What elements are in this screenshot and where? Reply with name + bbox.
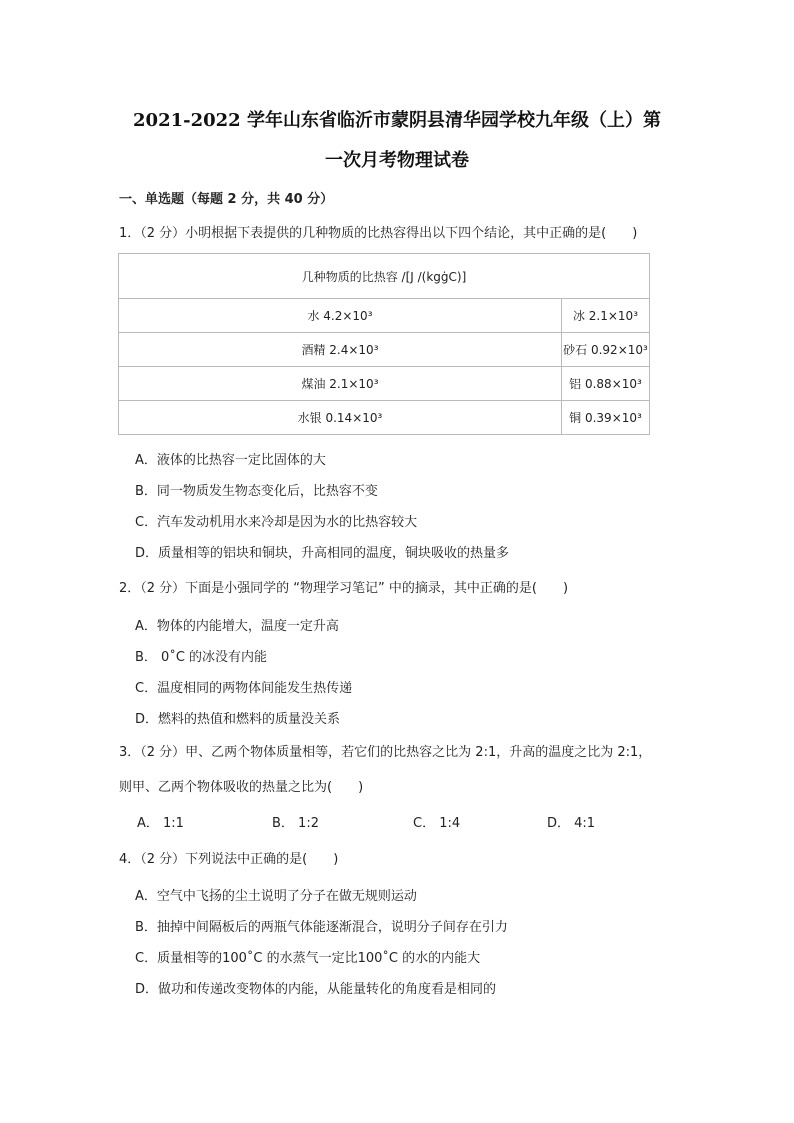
exam-title-line-2: 一次月考物理试卷 [325, 150, 469, 171]
question-4-option-a[interactable]: A．空气中飞扬的尘土说明了分子在做无规则运动 [135, 889, 417, 904]
question-1-option-c[interactable]: C．汽车发动机用水来冷却是因为水的比热容较大 [135, 515, 418, 530]
question-2-stem: 2．（2 分）下面是小强同学的 “物理学习笔记” 中的摘录，其中正确的是( ) [119, 581, 569, 596]
question-1-option-b[interactable]: B．同一物质发生物态变化后，比热容不变 [135, 484, 378, 499]
specific-heat-table [118, 253, 650, 435]
question-3-option-d[interactable]: D． 4:1 [547, 816, 596, 831]
table-row [119, 401, 650, 435]
question-4-stem: 4．（2 分）下列说法中正确的是( ) [119, 852, 339, 867]
table-row [119, 367, 650, 401]
table-cell: 砂石 0.92×10³ [562, 333, 650, 367]
question-2-option-d[interactable]: D．燃料的热值和燃料的质量没关系 [135, 712, 341, 727]
table-cell: 水 4.2×10³ [119, 299, 562, 333]
question-2-option-c[interactable]: C．温度相同的两物体间能发生热传递 [135, 681, 353, 696]
table-header: 几种物质的比热容 /[J /(kgġC)] [119, 254, 650, 299]
section-heading: 一、单选题（每题 2 分，共 40 分） [119, 192, 334, 207]
question-4-option-d[interactable]: D．做功和传递改变物体的内能，从能量转化的角度看是相同的 [135, 982, 497, 997]
question-3-stem-line-2: 则甲、乙两个物体吸收的热量之比为( ) [119, 780, 364, 795]
table-cell: 水银 0.14×10³ [119, 401, 562, 435]
table-cell: 煤油 2.1×10³ [119, 367, 562, 401]
question-2-option-b[interactable]: B． 0˚C 的冰没有内能 [135, 650, 268, 665]
question-1-stem: 1．（2 分）小明根据下表提供的几种物质的比热容得出以下四个结论，其中正确的是( ) [119, 226, 638, 241]
table-cell: 铜 0.39×10³ [562, 401, 650, 435]
question-3-option-a[interactable]: A． 1:1 [137, 816, 184, 831]
question-1-option-a[interactable]: A．液体的比热容一定比固体的大 [135, 453, 326, 468]
question-3-option-c[interactable]: C． 1:4 [413, 816, 461, 831]
question-2-option-a[interactable]: A．物体的内能增大，温度一定升高 [135, 619, 339, 634]
exam-title-line-1: 2021-2022 学年山东省临沂市蒙阴县清华园学校九年级（上）第 [133, 110, 661, 131]
table-cell: 酒精 2.4×10³ [119, 333, 562, 367]
question-4-option-b[interactable]: B．抽掉中间隔板后的两瓶气体能逐渐混合，说明分子间存在引力 [135, 920, 508, 935]
table-cell: 铝 0.88×10³ [562, 367, 650, 401]
question-3-options [0, 812, 794, 832]
question-1-option-d[interactable]: D．质量相等的铝块和铜块，升高相同的温度，铜块吸收的热量多 [135, 546, 510, 561]
question-3-option-b[interactable]: B． 1:2 [272, 816, 319, 831]
table-row [119, 299, 650, 333]
table-cell: 冰 2.1×10³ [562, 299, 650, 333]
table-row [119, 333, 650, 367]
question-3-stem-line-1: 3．（2 分）甲、乙两个物体质量相等，若它们的比热容之比为 2:1，升高的温度之比为 2:1， [119, 745, 652, 760]
question-4-option-c[interactable]: C．质量相等的100˚C 的水蒸气一定比100˚C 的水的内能大 [135, 951, 481, 966]
